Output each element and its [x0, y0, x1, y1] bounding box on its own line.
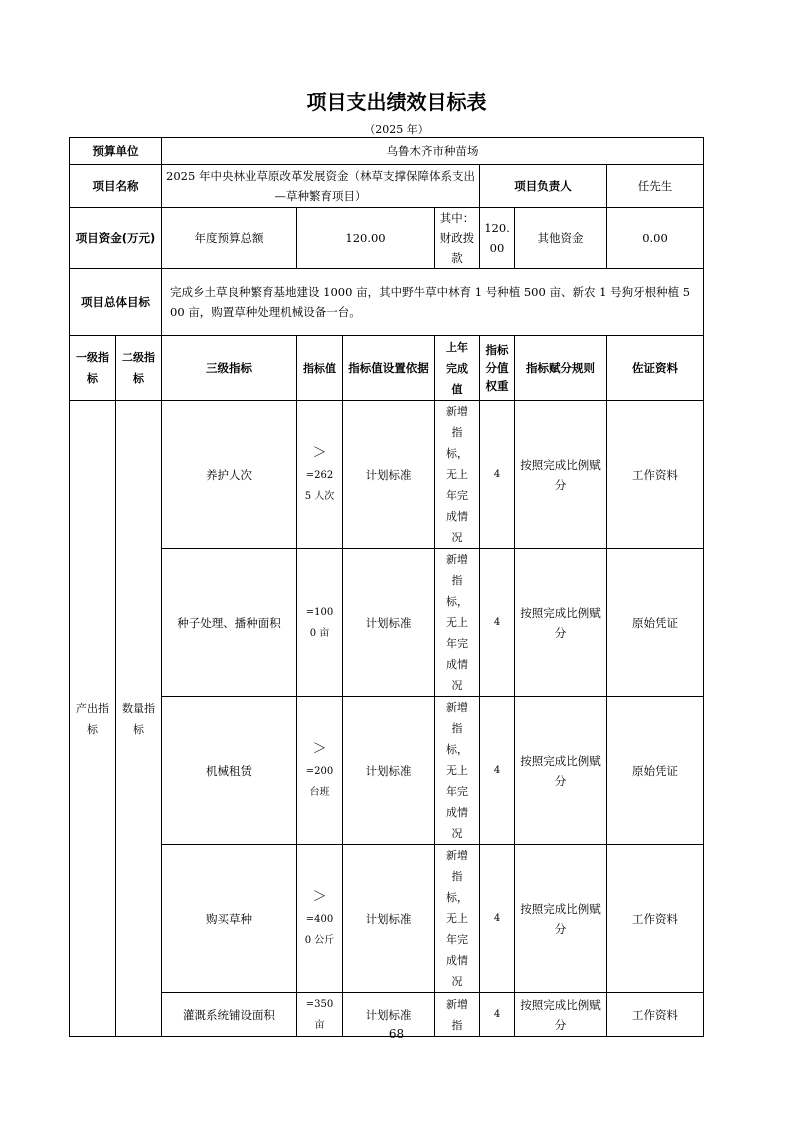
indicator-value — [297, 697, 343, 845]
budget-unit-row — [70, 138, 704, 165]
indicator-name: 种子处理、播种面积 — [162, 549, 297, 697]
indicator-value-text: =2625 人次 — [304, 469, 335, 502]
evidence-material: 工作资料 — [607, 993, 704, 1037]
scoring-rule: 按照完成比例赋分 — [515, 401, 607, 549]
operator-symbol: ＞ — [312, 888, 327, 905]
operator-symbol: ＞ — [312, 444, 327, 461]
col-header-level3: 三级指标 — [162, 336, 297, 401]
year-label: （2025 年） — [364, 123, 429, 136]
table-row — [70, 549, 704, 697]
operator-symbol: ＞ — [312, 740, 327, 757]
project-name-value: 2025 年中央林业草原改革发展资金（林草支撑保障体系支出—草种繁育项目） — [162, 165, 480, 208]
indicator-name: 灌溉系统铺设面积 — [162, 993, 297, 1037]
indicator-value-text: =4000 公斤 — [304, 913, 335, 946]
evidence-material: 原始凭证 — [607, 697, 704, 845]
col-header-level2: 二级指标 — [116, 336, 162, 401]
project-lead-value: 任先生 — [607, 165, 704, 208]
other-funds-value: 0.00 — [607, 208, 704, 269]
evidence-material: 工作资料 — [607, 845, 704, 993]
overall-goal-label: 项目总体目标 — [70, 269, 162, 336]
annual-budget-label: 年度预算总额 — [162, 208, 297, 269]
indicator-weight: 4 — [480, 697, 515, 845]
funds-label: 项目资金(万元) — [70, 208, 162, 269]
indicator-name: 机械租赁 — [162, 697, 297, 845]
indicator-value-text: =1000 亩 — [305, 607, 334, 639]
scoring-rule: 按照完成比例赋分 — [515, 845, 607, 993]
page-title: 项目支出绩效目标表 — [306, 90, 487, 114]
indicator-weight: 4 — [480, 401, 515, 549]
scoring-rule: 按照完成比例赋分 — [515, 549, 607, 697]
indicator-basis: 计划标准 — [343, 993, 435, 1037]
indicator-value-text: =200 台班 — [305, 765, 334, 798]
indicator-basis: 计划标准 — [343, 401, 435, 549]
indicator-value — [297, 549, 343, 697]
column-header-row — [70, 336, 704, 401]
indicator-weight: 4 — [480, 993, 515, 1037]
fiscal-label: 其中：财政拨款 — [435, 208, 480, 269]
budget-unit-label: 预算单位 — [70, 138, 162, 165]
indicator-basis: 计划标准 — [343, 549, 435, 697]
level2-quantity-indicator: 数量指标 — [116, 401, 162, 1037]
page-number: 68 — [388, 1027, 405, 1041]
other-funds-label: 其他资金 — [515, 208, 607, 269]
overall-goal-value: 完成乡土草良种繁育基地建设 1000 亩，其中野牛草中林育 1 号种植 500 亩、新农 1 号狗牙根种植 500 亩，购置草种处理机械设备一台。 — [162, 269, 704, 336]
previous-year-value: 新增指标，无上年完成情况 — [435, 549, 480, 697]
previous-year-value: 新增指标，无上年完成情况 — [435, 697, 480, 845]
col-header-evidence: 佐证资料 — [607, 336, 704, 401]
project-funds-row — [70, 208, 704, 269]
scoring-rule: 按照完成比例赋分 — [515, 697, 607, 845]
table-row — [70, 697, 704, 845]
project-lead-label: 项目负责人 — [480, 165, 607, 208]
previous-year-value: 新增指标，无上年完成情况 — [435, 401, 480, 549]
table-row — [70, 845, 704, 993]
budget-unit-value: 乌鲁木齐市种苗场 — [162, 138, 704, 165]
previous-year-value: 新增指 — [435, 993, 480, 1037]
col-header-scoring: 指标赋分规则 — [515, 336, 607, 401]
evidence-material: 原始凭证 — [607, 549, 704, 697]
project-name-label: 项目名称 — [70, 165, 162, 208]
indicator-value — [297, 845, 343, 993]
indicator-value-text: =350 亩 — [305, 999, 334, 1031]
indicator-basis: 计划标准 — [343, 697, 435, 845]
scoring-rule: 按照完成比例赋分 — [515, 993, 607, 1037]
indicator-basis: 计划标准 — [343, 845, 435, 993]
indicator-name: 养护人次 — [162, 401, 297, 549]
col-header-level1: 一级指标 — [70, 336, 116, 401]
col-header-prev-year: 上年完成值 — [435, 336, 480, 401]
evidence-material: 工作资料 — [607, 401, 704, 549]
col-header-basis: 指标值设置依据 — [343, 336, 435, 401]
overall-goal-row — [70, 269, 704, 336]
annual-budget-value: 120.00 — [297, 208, 435, 269]
fiscal-value: 120.00 — [480, 208, 515, 269]
project-name-row — [70, 165, 704, 208]
performance-target-table — [69, 137, 704, 1037]
level1-output-indicator: 产出指标 — [70, 401, 116, 1037]
col-header-weight: 指标分值权重 — [480, 336, 515, 401]
table-row — [70, 401, 704, 549]
indicator-value — [297, 401, 343, 549]
indicator-weight: 4 — [480, 845, 515, 993]
indicator-weight: 4 — [480, 549, 515, 697]
col-header-value: 指标值 — [297, 336, 343, 401]
indicator-name: 购买草种 — [162, 845, 297, 993]
previous-year-value: 新增指标，无上年完成情况 — [435, 845, 480, 993]
